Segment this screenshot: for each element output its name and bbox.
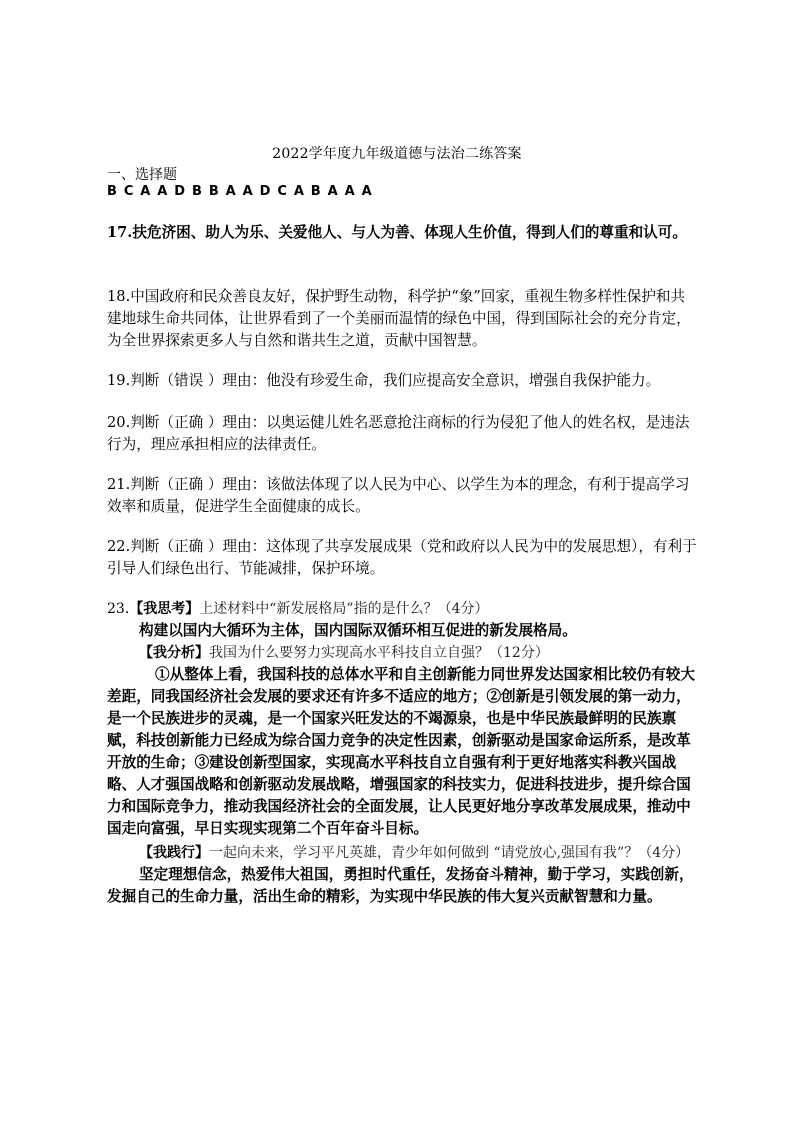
section-heading-multiple-choice: 一、选择题 (107, 167, 177, 183)
q23-number: 23. (107, 601, 130, 617)
multiple-choice-answers: B C A A D B B A A D C A B A A A (107, 184, 373, 199)
answer-23 (107, 598, 697, 908)
answer-17: 17.扶危济困、助人为乐、关爱他人、与人为善、体现人生价值，得到人们的尊重和认可。 (107, 224, 687, 241)
think-question (107, 598, 697, 620)
think-tag: 【我思考】 (129, 601, 200, 617)
answer-22: 22.判断（正确 ）理由：这体现了共享发展成果（党和政府以人民为中的发展思想），有利于引导人们绿色出行、节能减排，保护环境。 (107, 538, 697, 577)
answer-21: 21.判断（正确 ）理由：该做法体现了以人民为中心、以学生为本的理念，有利于提高学习效率和质量，促进学生全面健康的成长。 (107, 476, 690, 515)
page-title: 2022学年度九年级道德与法治二练答案 (272, 146, 522, 162)
analyze-question-text: 我国为什么要努力实现高水平科技自立自强？（12分） (209, 645, 549, 661)
practice-question-text: 一起向未来，学习平凡英雄，青少年如何做到 “请党放心,强国有我”？（4分） (209, 845, 690, 861)
answer-20: 20.判断（正确 ）理由：以奥运健儿姓名恶意抢注商标的行为侵犯了他人的姓名权，是违法行为，理应承担相应的法律责任。 (107, 414, 690, 453)
answer-18: 18.中国政府和民众善良友好，保护野生动物，科学护“象”回家，重视生物多样性保护和共建地球生命共同体，让世界看到了一个美丽而温情的绿色中国，得到国际社会的充分肯定，为全世界探索更多人与自然和谐共生之道，贡献中国智慧。 (107, 288, 691, 349)
practice-question (107, 842, 697, 864)
analyze-question (107, 642, 697, 664)
think-answer: 构建以国内大循环为主体，国内国际双循环相互促进的新发展格局。 (139, 622, 577, 639)
answer-19: 19.判断（错误 ）理由：他没有珍爱生命，我们应提高安全意识，增强自我保护能力。 (107, 372, 661, 389)
practice-answer: 坚定理想信念，热爱伟大祖国，勇担时代重任，发扬奋斗精神，勤于学习，实践创新，发掘自己的生命力量，活出生命的精彩，为实现中华民族的伟大复兴贡献智慧和力量。 (107, 866, 694, 905)
think-question-text: 上述材料中“新发展格局”指的是什么？（4分） (199, 601, 489, 617)
analyze-tag: 【我分析】 (139, 645, 209, 661)
practice-tag: 【我践行】 (139, 845, 209, 861)
analyze-answer: ①从整体上看，我国科技的总体水平和自主创新能力同世界发达国家相比较仍有较大差距，同我国经济社会发展的要求还有许多不适应的地方；②创新是引领发展的第一动力，是一个民族进步的灵魂，是一个国家兴旺发达的不竭源泉，也是中华民族最鲜明的民族禀赋，科技创新能力已经成为综合国力竞争的决定性因素，创新驱动是国家命运所系，是改革开放的生命；③建设创新型国家，实现高水平科技自立自强有利于更好地落实科教兴国战略、人才强国战略和创新驱动发展战略，增强国家的科技实力，促进科技进步，提升综合国力和国际竞争力，推动我国经济社会的全面发展，让人民更好地分享改革发展成果，推动中国走向富强，早日实现实现第二个百年奋斗目标。 (107, 666, 695, 837)
